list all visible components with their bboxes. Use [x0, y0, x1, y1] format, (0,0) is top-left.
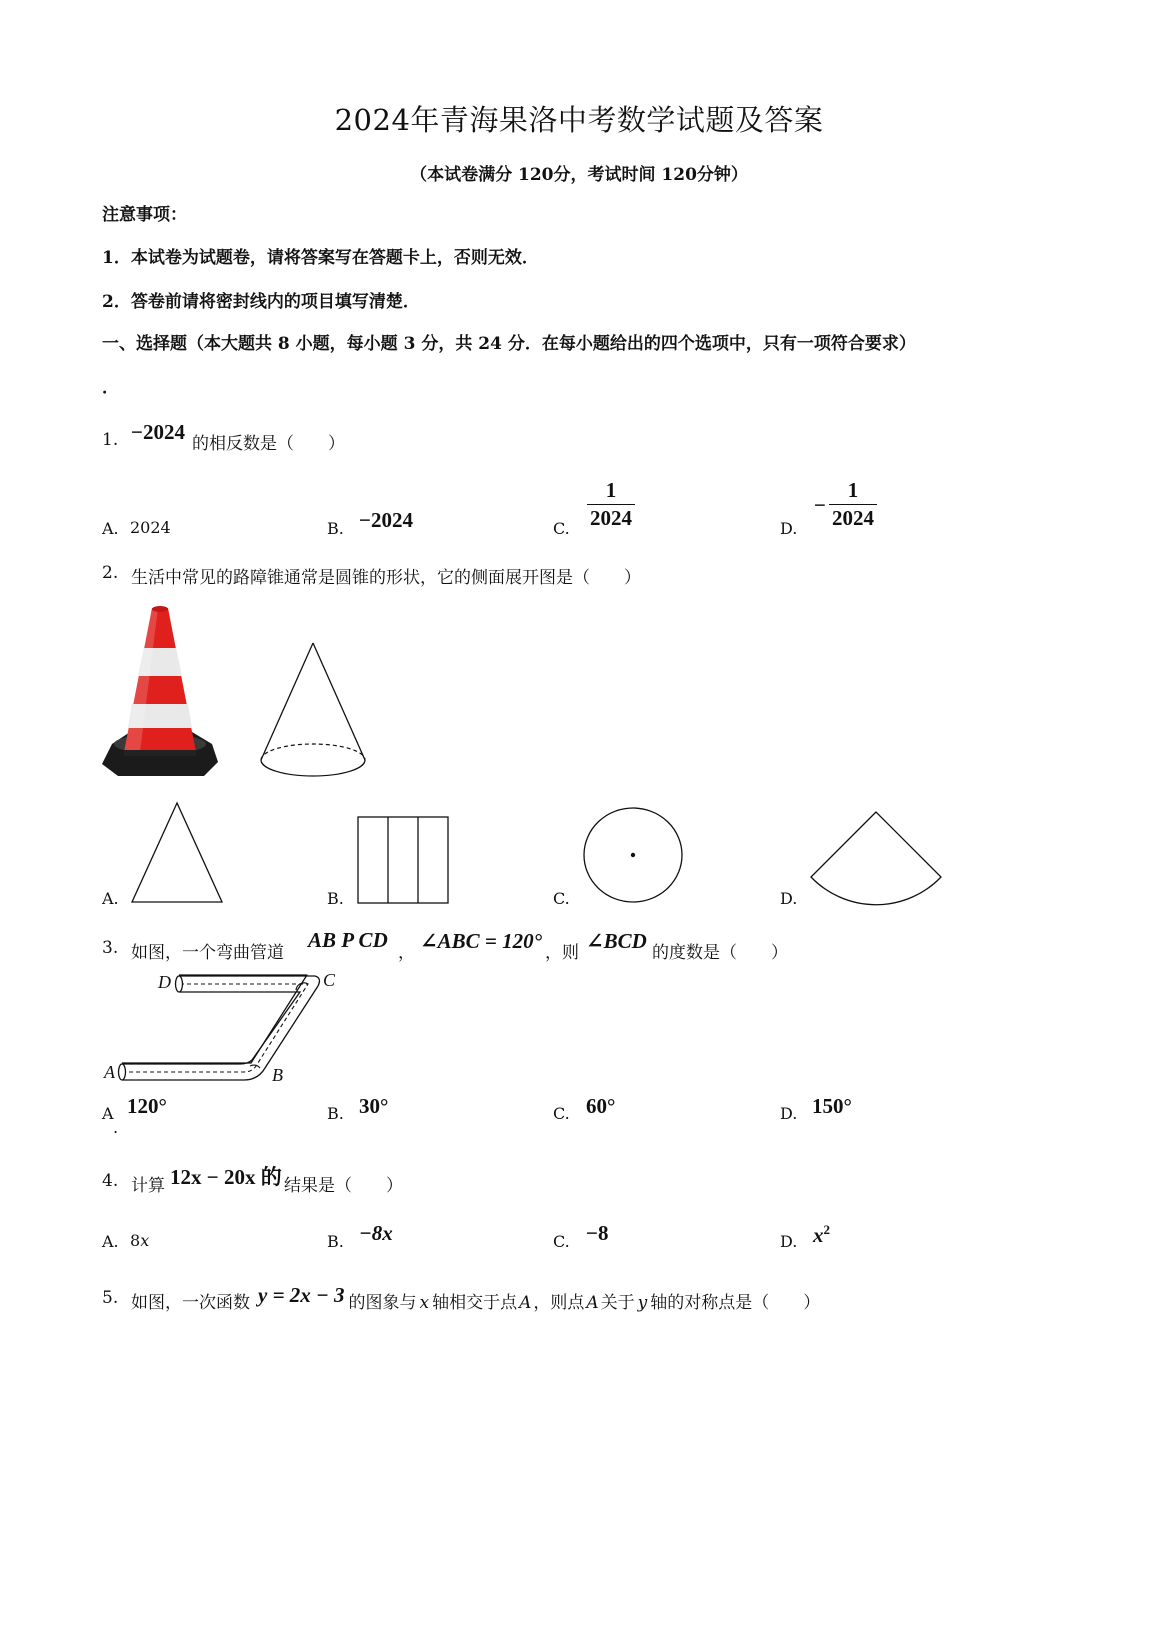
q5-var-x: x [419, 1293, 430, 1313]
notes-heading: 注意事项： [102, 205, 187, 225]
q4-text-before: 计算 [131, 1176, 165, 1196]
page-subtitle: （本试卷满分 120分，考试时间 120分钟） [410, 165, 748, 185]
fraction-bar [587, 504, 635, 505]
q4-option-a-var: x [140, 1231, 150, 1250]
q3-option-a-value: 120° [127, 1094, 167, 1118]
q1-number: 1. [102, 430, 119, 450]
circle-icon [583, 807, 685, 905]
q5-math: y = 2x − 3 [258, 1283, 345, 1307]
q4-number: 4. [102, 1171, 119, 1191]
q3-text-mid: ，则 [545, 943, 579, 963]
q4-option-a-letter: A. [102, 1232, 119, 1251]
q2-option-b-letter: B. [327, 889, 344, 908]
q4-option-c-value: −8 [586, 1221, 609, 1245]
q1-option-d-fraction [829, 478, 877, 530]
section-1-trailing: ． [102, 378, 119, 398]
section-1-heading: 一、选择题（本大题共 8 小题，每小题 3 分，共 24 分．在每小题给出的四个选项中，只有一项符合要求） [102, 334, 916, 354]
q3-math-bcd: ∠BCD [586, 929, 647, 953]
q3-option-c-letter: C. [553, 1104, 570, 1123]
sector-icon [808, 809, 944, 905]
q1-option-b-letter: B. [327, 519, 344, 538]
pipe-label-c: C [323, 970, 336, 990]
q4-option-a-number: 8 [130, 1231, 141, 1250]
traffic-cone-image [100, 604, 222, 782]
q3-option-b-value: 30° [359, 1094, 389, 1118]
q1-option-a-letter: A. [102, 519, 119, 538]
q4-option-d-base: x [813, 1223, 824, 1247]
q3-option-d-value: 150° [812, 1094, 852, 1118]
q2-text: 生活中常见的路障锥通常是圆锥的形状，它的侧面展开图是（ ） [131, 568, 641, 588]
q4-option-d-value [813, 1222, 830, 1248]
rectangles-icon [357, 816, 451, 906]
pipe-diagram [100, 968, 350, 1090]
fraction-bar [829, 504, 877, 505]
q4-text-after: 结果是（ ） [284, 1176, 403, 1196]
q5-text-mid2: 轴相交于点 [432, 1293, 518, 1313]
note-item-2: 2．答卷前请将密封线内的项目填写清楚． [102, 292, 420, 312]
q4-math: 12x − 20x 的 [170, 1165, 282, 1189]
q4-option-b-value: −8x [359, 1221, 393, 1245]
q5-var-a: A [519, 1293, 532, 1313]
q2-option-d-letter: D. [780, 889, 798, 908]
q1-option-c-fraction [587, 478, 635, 530]
q1-option-c-denominator: 2024 [590, 506, 632, 530]
q3-option-c-value: 60° [586, 1094, 616, 1118]
q5-text-mid4: 关于 [600, 1293, 635, 1313]
q1-option-d-numerator: 1 [847, 478, 859, 502]
q3-option-a-letter: A [102, 1104, 114, 1123]
q4-option-d-letter: D. [780, 1232, 798, 1251]
q1-math: −2024 [131, 420, 185, 444]
q4-option-d-exp: 2 [823, 1222, 830, 1237]
pipe-label-d: D [158, 972, 171, 992]
q1-option-c-letter: C. [553, 519, 570, 538]
pipe-label-b: B [272, 1065, 283, 1085]
q5-text [131, 1283, 821, 1314]
q5-text-after: 轴的对称点是（ ） [650, 1293, 821, 1313]
q3-number: 3. [102, 938, 119, 958]
q5-var-a2: A [586, 1293, 599, 1313]
q1-option-d-denominator: 2024 [832, 506, 874, 530]
q4-option-b-letter: B. [327, 1232, 344, 1251]
q5-var-y: y [637, 1293, 648, 1313]
q2-option-c-letter: C. [553, 889, 570, 908]
q5-text-mid1: 的图象与 [348, 1293, 417, 1313]
note-item-1: 1．本试卷为试题卷，请将答案写在答题卡上，否则无效． [102, 248, 539, 268]
q3-math-angle: ∠ABC = 120° [420, 929, 542, 953]
q3-option-d-letter: D. [780, 1104, 798, 1123]
q1-option-d-letter: D. [780, 519, 798, 538]
cone-diagram [258, 640, 368, 780]
q3-sep: ， [398, 943, 415, 963]
q2-number: 2. [102, 563, 119, 583]
triangle-icon [130, 801, 224, 905]
q3-option-a-dot: . [113, 1118, 119, 1137]
q1-option-c-numerator: 1 [605, 478, 617, 502]
q1-option-d-sign: − [814, 493, 826, 517]
q3-text-before: 如图，一个弯曲管道 [131, 943, 284, 963]
q3-option-b-letter: B. [327, 1104, 344, 1123]
q5-number: 5. [102, 1288, 119, 1308]
q1-text: 的相反数是（ ） [192, 434, 345, 454]
q1-option-b-value: −2024 [359, 508, 413, 532]
q3-text-after: 的度数是（ ） [652, 943, 788, 963]
q3-math-parallel: AB P CD [308, 928, 388, 952]
q1-option-a-value: 2024 [130, 518, 171, 537]
pipe-label-a: A [104, 1062, 115, 1082]
q4-option-c-letter: C. [553, 1232, 570, 1251]
q4-option-a-value [130, 1231, 149, 1250]
page-title: 2024年青海果洛中考数学试题及答案 [334, 103, 824, 137]
q5-text-mid3: ，则点 [533, 1293, 585, 1313]
q2-option-a-letter: A. [102, 889, 119, 908]
q5-text-before: 如图，一次函数 [131, 1293, 250, 1313]
